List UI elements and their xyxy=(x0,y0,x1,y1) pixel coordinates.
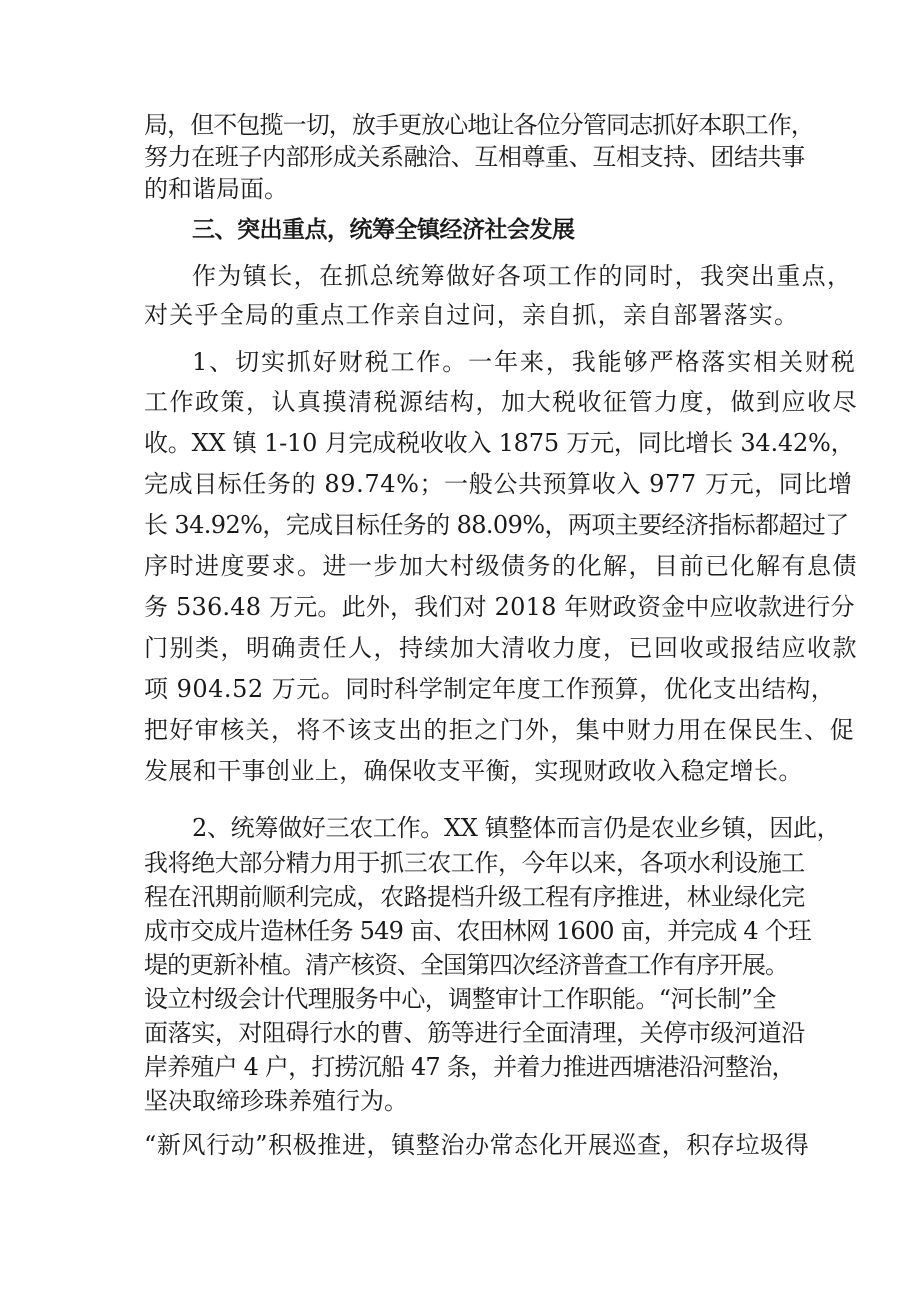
body-text-line: 门别类，明确责任人，持续加大清收力度，已回收或报结应收款 xyxy=(144,634,858,662)
body-text-line: 对关乎全局的重点工作亲自过问，亲自抓，亲自部署落实。 xyxy=(144,301,800,329)
body-text-line: 序时进度要求。进一步加大村级债务的化解，目前已化解有息债 xyxy=(144,552,858,580)
body-text-line: 努力在班子内部形成关系融洽、互相尊重、互相支持、团结共事 xyxy=(144,143,805,171)
body-text-line: 完成目标任务的 89.74%；一般公共预算收入 977 万元，同比增 xyxy=(144,470,853,498)
body-text-line: 堤的更新补植。清产核资、全国第四次经济普查工作有序开展。 xyxy=(144,951,788,979)
body-text-line: 设立村级会计代理服务中心，调整审计工作职能。“河长制”全 xyxy=(144,985,776,1013)
body-text-line: 我将绝大部分精力用于抓三农工作，今年以来，各项水利设施工 xyxy=(144,849,805,877)
section-heading: 三、突出重点，统筹全镇经济社会发展 xyxy=(192,217,575,243)
body-text-line: 2、统筹做好三农工作。XX 镇整体而言仍是农业乡镇，因此， xyxy=(192,814,841,842)
body-text-line: “新风行动”积极推进，镇整治办常态化开展巡查，积存垃圾得 xyxy=(144,1131,810,1159)
body-text-line: 作为镇长，在抓总统筹做好各项工作的同时，我突出重点， xyxy=(192,262,853,290)
body-text-line: 发展和干事创业上，确保收支平衡，实现财政收入稳定增长。 xyxy=(144,757,803,785)
body-text-line: 面落实，对阻碍行水的曹、筋等进行全面清理，关停市级河道沿 xyxy=(144,1019,805,1047)
body-text-line: 成市交成片造林任务 549 亩、农田林网 1600 亩，并完成 4 个玨 xyxy=(144,917,812,945)
body-text-line: 1、切实抓好财税工作。一年来，我能够严格落实相关财税 xyxy=(192,348,857,376)
body-text-line: 坚决取缔珍珠养殖行为。 xyxy=(144,1087,408,1115)
body-text-line: 岸养殖户 4 户，打捞沉船 47 条，并着力推进西塘港沿河整治， xyxy=(144,1053,795,1081)
body-text-line: 长 34.92%，完成目标任务的 88.09%，两项主要经济指标都超过了 xyxy=(144,511,849,539)
body-text-line: 务 536.48 万元。此外，我们对 2018 年财政资金中应收款进行分 xyxy=(144,593,855,621)
body-text-line: 程在汛期前顺利完成，农路提档升级工程有序推进，林业绿化完 xyxy=(144,883,805,911)
body-text-line: 局，但不包揽一切，放手更放心地让各位分管同志抓好本职工作， xyxy=(144,111,814,139)
body-text-line: 收。XX 镇 1-10 月完成税收收入 1875 万元，同比增长 34.42%， xyxy=(144,429,855,457)
body-text-line: 把好审核关，将不该支出的拒之门外，集中财力用在保民生、促 xyxy=(144,716,856,744)
body-text-line: 的和谐局面。 xyxy=(144,175,288,203)
body-text-line: 工作政策，认真摸清税源结构，加大税收征管力度，做到应收尽 xyxy=(144,388,858,416)
body-text-line: 项 904.52 万元。同时科学制定年度工作预算，优化支出结构， xyxy=(144,675,836,703)
